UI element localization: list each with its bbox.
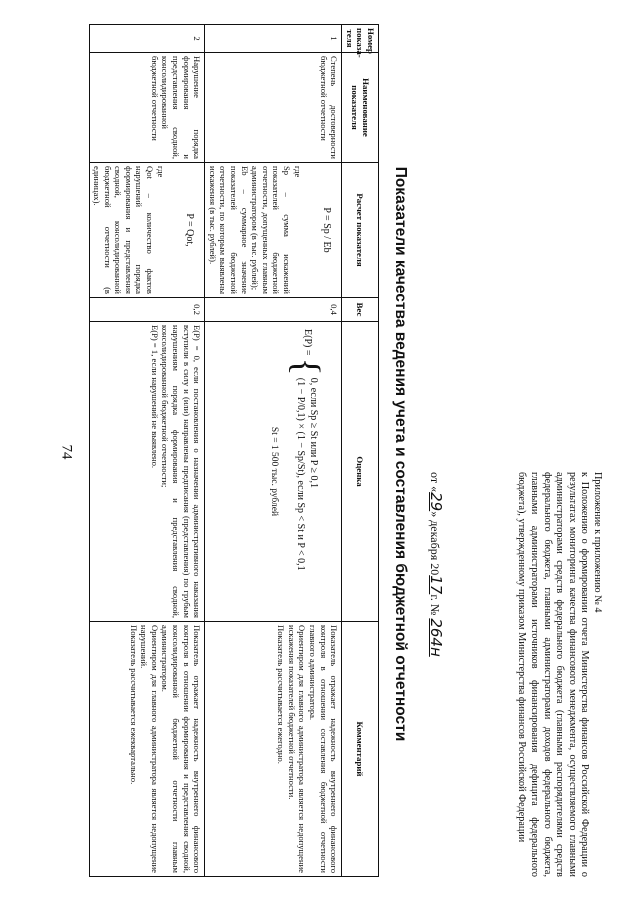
evaluation-line: E(P) = 0, если постановления о назначении административного наказания вступили в силу и (или) направлены предписания (представления) по грубым нарушениям порядка формирования и представления сводной, консолидированной бюджетной отчетности; [160, 325, 203, 618]
table-row [205, 25, 342, 877]
comment-cell [89, 622, 205, 877]
date-year: 17 [427, 575, 445, 595]
calculation-cell [205, 163, 342, 298]
indicator-weight: 0,4 [205, 298, 342, 322]
calculation-cell [89, 163, 205, 298]
indicator-name: Степень достоверности бюджетной отчетности [205, 53, 342, 163]
comment-line: Показатель отражает надежность внутреннего финансового контроля в отношении формирования и представления сводной, консолидированной бюджетной отчетности главным администратором. [160, 625, 203, 873]
date-prefix: от [428, 472, 442, 484]
order-date-line: от «29» декабря 2017г. № 264н [427, 472, 445, 657]
evaluation-line: E(P) = 1, если нарушений не выявлено. [149, 325, 160, 469]
appendix-header [515, 472, 603, 877]
calculation-definition: Sp – сумма искажений показателей бюджетной отчетности, допущенных главным администратором (в тыс. рублей); [250, 166, 293, 294]
evaluation-prefix: E(P) = [301, 329, 313, 356]
date-month: » декабря [428, 511, 442, 561]
indicators-table [89, 24, 379, 877]
landscape-content [25, 12, 615, 892]
evaluation-case: (1 − P/0,1) × (1 − Sp/St), если Sp < St и P < 0,1 [294, 377, 306, 571]
calculation-formula: P = Sp / Eb [321, 207, 333, 253]
calculation-where: где [155, 166, 166, 178]
appendix-title: Приложение к приложению № 4 [592, 472, 603, 613]
brace-glyph: { [285, 357, 328, 376]
table-row [89, 25, 205, 877]
comment-line: Ориентиром для главного администратора является недопущение нарушений. [139, 625, 160, 873]
header-comment: Комментарий [342, 622, 379, 877]
calculation-where: где [292, 166, 303, 178]
evaluation-cell [205, 322, 342, 622]
header-number: Номер показа-теля [342, 25, 379, 53]
date-year-prefix: 20 [428, 563, 442, 576]
table-header-row [342, 25, 379, 877]
date-day: 29 [427, 492, 445, 512]
document-title: Показатели качества ведения учета и составления бюджетной отчетности [392, 166, 409, 742]
comment-line: Ориентиром для главного администратора является недопущение искажения показателей бюджетной отчетности. [286, 625, 308, 873]
evaluation-cases [291, 378, 321, 571]
evaluation-formula [285, 329, 328, 618]
order-number: 264н [427, 618, 445, 657]
row-number: 2 [89, 25, 205, 53]
evaluation-cell [89, 322, 205, 622]
header-name: Наименование показателя [342, 53, 379, 163]
header-calculation: Расчет показателя [342, 163, 379, 298]
header-evaluation: Оценка [342, 322, 379, 622]
comment-line: Показатель рассчитывается ежеквартально. [128, 625, 139, 785]
date-number-label: г. № [428, 594, 442, 616]
indicator-weight: 0,2 [89, 298, 205, 322]
calculation-definition: Qot – количество фактов нарушений порядка формирования и представления сводной, консолидированной бюджетной отчетности (в единицах). [92, 166, 156, 294]
indicator-name: Нарушение порядка формирования и представления сводной, консолидированной бюджетной отчетности [89, 53, 205, 163]
appendix-body: к Положению о формировании отчета Министерства финансов Российской Федерации о результатах мониторинга качества финансового менеджмента, осуществляемого главными администраторами средств федерального бюджета (главными распорядителями средств федерального бюджета, главными администраторами доходов федерального бюджета, главными администраторами источников финансирования дефицита федерального бюджета), утвержденному приказом Министерства финансов Российской Федерации [516, 472, 591, 877]
comment-line: Показатель отражает надежность внутреннего финансового контроля в отношении составления бюджетной отчетности главного администратора. [308, 625, 340, 873]
threshold-value: St = 1 500 тыс. рублей [269, 426, 280, 517]
calculation-definition: Eb – суммарное значение показателей бюджетной отчетности, по которым выявлены искажения (в тыс. рублей). [207, 166, 250, 294]
comment-cell [205, 622, 342, 877]
comment-line: Показатель рассчитывается ежегодно. [276, 625, 287, 764]
rotated-sheet [25, 12, 615, 892]
page-number: 74 [58, 444, 75, 460]
header-weight: Вес [342, 298, 379, 322]
row-number: 1 [205, 25, 342, 53]
calculation-formula: P = Qot, [184, 213, 196, 247]
evaluation-case: 0, если Sp ≥ St или P ≥ 0,1 [308, 377, 320, 488]
